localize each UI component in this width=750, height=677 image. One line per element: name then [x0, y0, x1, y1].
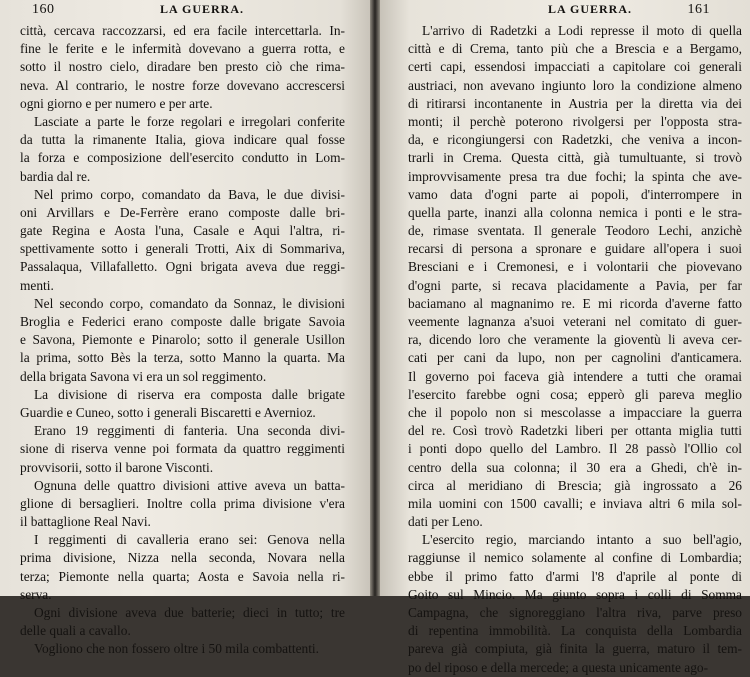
text-line: po del riposo e della mercede; a questa unicamente ago- [408, 659, 709, 675]
text-line: e Savona, Piemonte e Pinarolo; sotto il generale Usillon [20, 332, 345, 348]
left-page-header [32, 2, 330, 22]
text-line: quella parte, inanzi alla colonna nemica i ponti e le stra- [408, 204, 742, 220]
book-gutter [370, 0, 380, 596]
text-line: fine le ferite e le infermità dovevano a guerra rotta, e [20, 41, 345, 57]
text-line: recarsi di persona a spronare e guidare all'opera i suoi [408, 241, 742, 257]
text-line: Ognuna delle quattro divisioni attive aveva un batta- [34, 477, 345, 493]
text-line: città, cercava raccozzarsi, ed era facile intercettarla. In- [20, 23, 345, 38]
text-line: Il governo poi faceva già intendere a tutti che oramai [408, 368, 742, 384]
text-line: da tutta la rimanente Italia, giova indicare qual fosse [20, 132, 345, 148]
text-line: certi capi, essendosi impacciati a capitolare coi generali [408, 59, 742, 75]
left-page [0, 0, 370, 657]
right-page-header [390, 2, 710, 22]
left-page-body [20, 22, 345, 659]
text-line: della brigata Savona vi era un sol reggimento. [20, 368, 267, 384]
text-line: che il popolo non si mescolasse a impacciare la guerra [408, 404, 742, 420]
text-line: la prima, sotto Bès la terza, sotto Manno la quarta. Ma [20, 350, 345, 366]
text-line: raggiunse il nemico solamente al confine di Lombardia; [408, 550, 742, 566]
text-line: Ogni divisione aveva due batterie; dieci in tutto; tre [34, 605, 345, 620]
text-line: I reggimenti di cavalleria erano sei: Genova nella [34, 532, 345, 548]
text-line: oni Arvillars e De-Ferrère erano composte dalle bri- [20, 204, 345, 220]
text-line: L'esercito regio, marciando intanto a suo bell'agio, [422, 532, 742, 548]
text-line: Campagna, che signoreggiano l'altra riva, parve preso [408, 605, 742, 620]
text-line: da, e ricongiungersi con Radetzki, che veniva a incon- [408, 132, 742, 148]
text-line: mila uomini con 1500 cavalli; e inviava altri 6 mila sol- [408, 495, 742, 511]
text-line: il battaglione Real Navi. [20, 514, 151, 530]
text-line: Broglia e Federici erano composte dalle brigate Savoia [20, 314, 345, 329]
text-line: circa al meridiano di Brescia; già ingrossato a 26 [408, 477, 742, 493]
text-line: neva. Al contrario, le nostre forze dovevano accrescersi [20, 77, 345, 93]
text-line: Nel secondo corpo, comandato da Sonnaz, le divisioni [34, 295, 345, 311]
text-line: glione di bersaglieri. Inoltre colla prima divisione v'era [20, 495, 345, 511]
text-line: del re. Così trovò Radetzki liberi per ottanta miglia tutti [408, 423, 742, 439]
text-line: terza; Piemonte nella quarta; Aosta e Savoia nella ri- [20, 568, 345, 584]
text-line: provvisorii, sotto il barone Visconti. [20, 459, 214, 475]
text-line: dati per Leno. [408, 514, 483, 530]
text-line: Vogliono che non fossero oltre i 50 mila combattenti. [34, 641, 319, 657]
running-head: LA GUERRA. [160, 2, 245, 16]
text-line: sotto il nostro cielo, diradare ben presto ciò che rima- [20, 59, 345, 75]
text-line: Goito sul Mincio. Ma giunto sopra i colli di Somma [408, 586, 742, 602]
text-line: spettivamente sotto i generali Trotti, Aix di Sommariva, [20, 241, 345, 257]
text-line: Lasciate a parte le forze regolari e irregolari conferite [34, 113, 345, 129]
text-line: Bresciani e i Cremonesi, e i volontarii che piovevano [408, 259, 742, 275]
text-line: centro della sua colonna; il 30 era a Ghedi, ch'è in- [408, 459, 742, 475]
text-line: veemente lagnanza a'suoi veterani nel comitato di guer- [408, 314, 742, 329]
text-line: menti. [20, 277, 54, 293]
text-line: pareva già compiuta, già finita la guerra, maturo il tem- [408, 641, 742, 657]
text-line: città e di Crema, tanto più che a Brescia e a Bergamo, [408, 41, 742, 57]
text-line: di repentina immobilità. La conquista della Lombardia [408, 623, 742, 639]
text-line: L'arrivo di Radetzki a Lodi represse il moto di quella [422, 23, 742, 38]
text-line: improvvisamente presa tra due fochi; la spinta che ave- [408, 168, 742, 184]
text-line: ra, dicendo loro che veramente la gioventù li aveva cer- [408, 332, 742, 348]
text-line: baciamano al magnanimo re. E mi ricorda d'averne fatto [408, 295, 742, 311]
text-line: Passalaqua, Villafalletto. Ogni brigata aveva due reggi- [20, 259, 345, 275]
right-page-body [408, 22, 742, 677]
text-line: vamo data d'ogni parte ai popoli, d'interrompere in [408, 186, 742, 202]
text-line: di ritirarsi incontanente in Austria per la diretta via dei [408, 95, 742, 111]
text-line: monti; il perchè poterono rivolgersi per l'opposta stra- [408, 113, 742, 129]
text-line: La divisione di riserva era composta dalle brigate [34, 386, 345, 402]
text-line: bardia dal re. [20, 168, 91, 184]
page-number: 161 [687, 2, 710, 17]
text-line: ebbe il primo fatto d'armi l'8 d'aprile al ponte di [408, 568, 742, 584]
text-line: de, rimase sventata. Il generale Teodoro Lechi, anzichè [408, 223, 742, 239]
text-line: la forza e composizione dell'esercito condutto in Lom- [20, 150, 345, 166]
page-number: 160 [32, 2, 55, 17]
text-line: i ponti dopo quello del Lambro. Il 28 passò l'Ollio col [408, 441, 742, 457]
text-line: Erano 19 reggimenti di fanteria. Una seconda divi- [34, 423, 345, 439]
text-line: gate Regina e Aosta l'una, Casale e Aqui l'altra, ri- [20, 223, 345, 239]
text-line: Nel primo corpo, comandato da Bava, le due divisi- [34, 186, 345, 202]
text-line: l'esercito farebbe ogni cosa; epperò gli pareva meglio [408, 386, 742, 402]
text-line: Guardie e Cuneo, sotto i generali Biscaretti e Avernioz. [20, 404, 316, 420]
running-head: LA GUERRA. [548, 2, 633, 16]
text-line: prima divisione, Nizza nella seconda, Novara nella [20, 550, 345, 566]
text-line: austriaci, non avevano ingiunto loro la condizione almeno [408, 77, 742, 93]
right-page [380, 0, 750, 675]
text-line: sione di riserva venne poi formata da quattro reggimenti [20, 441, 345, 457]
text-line: ogni giorno e per numero e per arte. [20, 95, 213, 111]
text-line: delle quali a cavallo. [20, 623, 131, 639]
text-line: cati per cani da lupo, non per cagnolini d'anticamera. [408, 350, 742, 366]
text-line: d'ogni parte, si recava placidamente a Pavia, per far [408, 277, 742, 293]
text-line: serva. [20, 586, 52, 602]
text-line: trarli in Crema. Questa città, già tumultuante, si trovò [408, 150, 742, 166]
